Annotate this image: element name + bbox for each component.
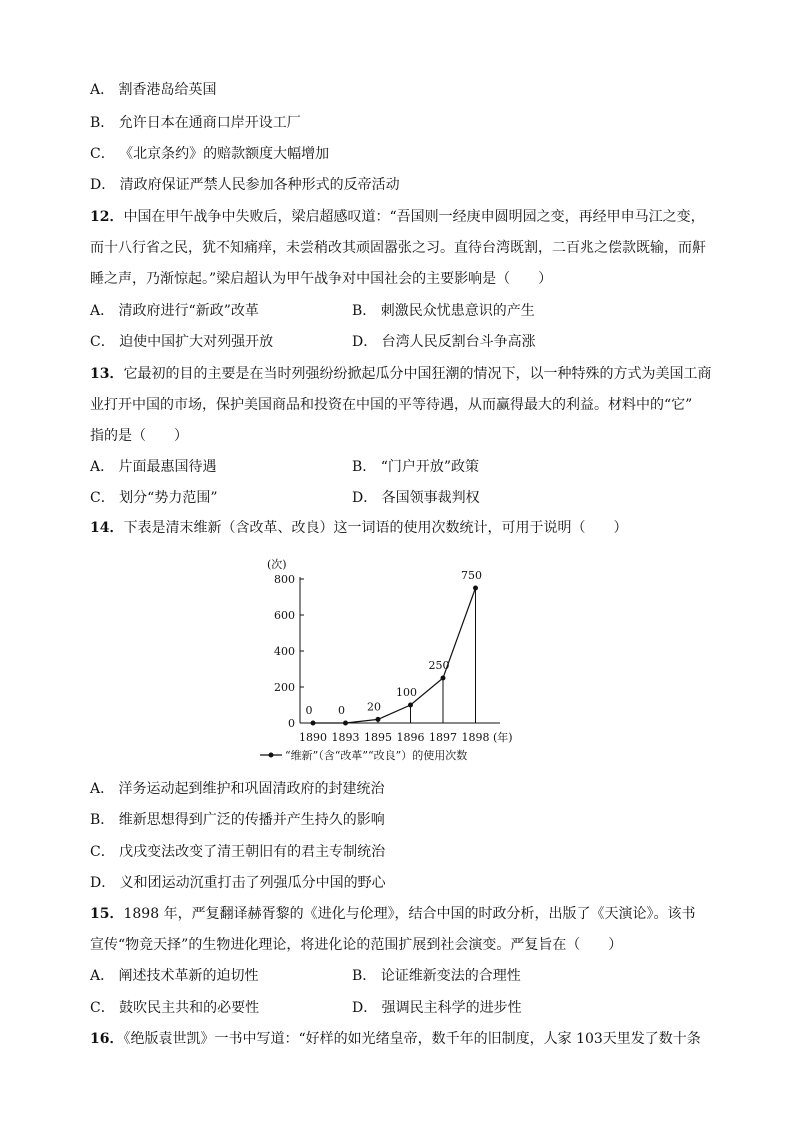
- series-line: [313, 588, 476, 723]
- data-point: [376, 717, 381, 722]
- q15-text-1: 1898 年，严复翻译赫胥黎的《进化与伦理》，结合中国的时政分析，出版了《天演论》。该书: [123, 906, 696, 922]
- x-axis-unit: (年): [493, 731, 513, 744]
- data-label: 100: [396, 686, 417, 699]
- data-points: [311, 586, 479, 726]
- x-tick-label: 1893: [331, 731, 360, 744]
- q12-option-c[interactable]: C． 迫使中国扩大对列强开放: [90, 334, 274, 350]
- y-tick-label: 600: [274, 609, 295, 622]
- q12-stem-line-1: [90, 207, 705, 227]
- data-point: [408, 703, 413, 708]
- question-number: 12．: [90, 209, 124, 225]
- y-tick-label: 800: [274, 573, 295, 586]
- q11-option-b[interactable]: B． 允许日本在通商口岸开设工厂: [90, 115, 301, 131]
- legend-label: “维新”（含“改革”“改良”）的使用次数: [285, 749, 468, 762]
- usage-count-chart: [255, 555, 555, 765]
- q12-option-d[interactable]: D． 台湾人民反割台斗争高涨: [352, 334, 536, 350]
- x-tick-label: 1895: [364, 731, 392, 744]
- data-label: 0: [305, 704, 313, 717]
- y-tick-label: 200: [274, 681, 295, 694]
- drop-lines: [378, 588, 476, 723]
- q15-stem-line-1: [90, 904, 696, 924]
- q16-stem-line-1: [90, 1029, 701, 1049]
- q12-stem-line-3: 睡之声，乃渐惊起。”梁启超认为甲午战争对中国社会的主要影响是（ ）: [90, 271, 553, 287]
- q15-option-d[interactable]: D． 强调民主科学的进步性: [352, 1000, 522, 1016]
- data-label: 750: [461, 569, 482, 582]
- q12-text-1: 中国在甲午战争中失败后，梁启超感叹道：“吾国则一经庚申圆明园之变，再经甲申马江之变，: [123, 209, 705, 225]
- q11-option-c[interactable]: C． 《北京条约》的赔款额度大幅增加: [90, 146, 330, 162]
- question-number: 15．: [90, 906, 124, 922]
- q14-option-b[interactable]: B． 维新思想得到广泛的传播并产生持久的影响: [90, 812, 385, 828]
- y-tick-label: 0: [288, 717, 295, 730]
- x-tick-label: 1890: [299, 731, 327, 744]
- data-point: [343, 721, 348, 726]
- q13-option-c[interactable]: C． 划分“势力范围”: [90, 490, 218, 506]
- y-axis-unit: (次): [267, 558, 287, 571]
- q14-option-d[interactable]: D． 义和团运动沉重打击了列强瓜分中国的野心: [90, 875, 386, 891]
- x-tick-label: 1896: [396, 731, 425, 744]
- question-number: 16．: [90, 1031, 124, 1047]
- q13-stem-line-2: 业打开中国的市场，保护美国商品和投资在中国的平等待遇，从而赢得最大的利益。材料中的“它”: [90, 397, 693, 413]
- q15-option-b[interactable]: B． 论证维新变法的合理性: [352, 968, 521, 984]
- y-tick-label: 400: [274, 645, 295, 658]
- q13-text-1: 它最初的目的主要是在当时列强纷纷掀起瓜分中国狂潮的情况下，以一种特殊的方式为美国工商: [123, 366, 712, 382]
- data-point: [311, 721, 316, 726]
- q13-option-b[interactable]: B． “门户开放”政策: [352, 459, 480, 475]
- q11-option-a[interactable]: A． 割香港岛给英国: [90, 82, 217, 98]
- q13-stem-line-3: 指的是（ ）: [90, 428, 188, 444]
- q13-option-a[interactable]: A． 片面最惠国待遇: [90, 459, 217, 475]
- data-point: [441, 676, 446, 681]
- question-number: 13．: [90, 366, 124, 382]
- q14-stem-line-1: [90, 518, 627, 538]
- q14-option-a[interactable]: A． 洋务运动起到维护和巩固清政府的封建统治: [90, 781, 385, 797]
- q13-option-d[interactable]: D． 各国领事裁判权: [352, 490, 480, 506]
- q16-text-1: 《绝版袁世凯》一书中写道：“好样的如光绪皇帝，数千年的旧制度，人家 103天里发了数十条: [123, 1031, 701, 1047]
- q14-option-c[interactable]: C． 戊戌变法改变了清王朝旧有的君主专制统治: [90, 844, 386, 860]
- q13-stem-line-1: [90, 364, 711, 384]
- q11-option-d[interactable]: D． 清政府保证严禁人民参加各种形式的反帝活动: [90, 177, 400, 193]
- question-number: 14．: [90, 520, 124, 536]
- q15-option-c[interactable]: C． 鼓吹民主共和的必要性: [90, 1000, 260, 1016]
- x-tick-label: 1898: [461, 731, 490, 744]
- data-point: [473, 586, 478, 591]
- q12-stem-line-2: 而十八行省之民，犹不知痛痒，未尝稍改其顽固嚣张之习。直待台湾既割，二百兆之偿款既输，而鼾: [90, 240, 706, 256]
- x-tick-label: 1897: [429, 731, 457, 744]
- data-label: 250: [428, 659, 450, 672]
- q12-option-b[interactable]: B． 刺激民众忧患意识的产生: [352, 303, 535, 319]
- q15-option-a[interactable]: A． 阐述技术革新的迫切性: [90, 968, 259, 984]
- q15-stem-line-2: 宣传“物竞天择”的生物进化理论，将进化论的范围扩展到社会演变。严复旨在（ ）: [90, 937, 623, 953]
- q12-option-a[interactable]: A． 清政府进行“新政”改革: [90, 303, 259, 319]
- legend-marker: [269, 753, 274, 758]
- q14-text-1: 下表是清末维新（含改革、改良）这一词语的使用次数统计，可用于说明（ ）: [123, 520, 628, 536]
- x-ticks: [299, 731, 490, 744]
- data-label: 20: [367, 700, 381, 714]
- data-label: 0: [338, 704, 345, 717]
